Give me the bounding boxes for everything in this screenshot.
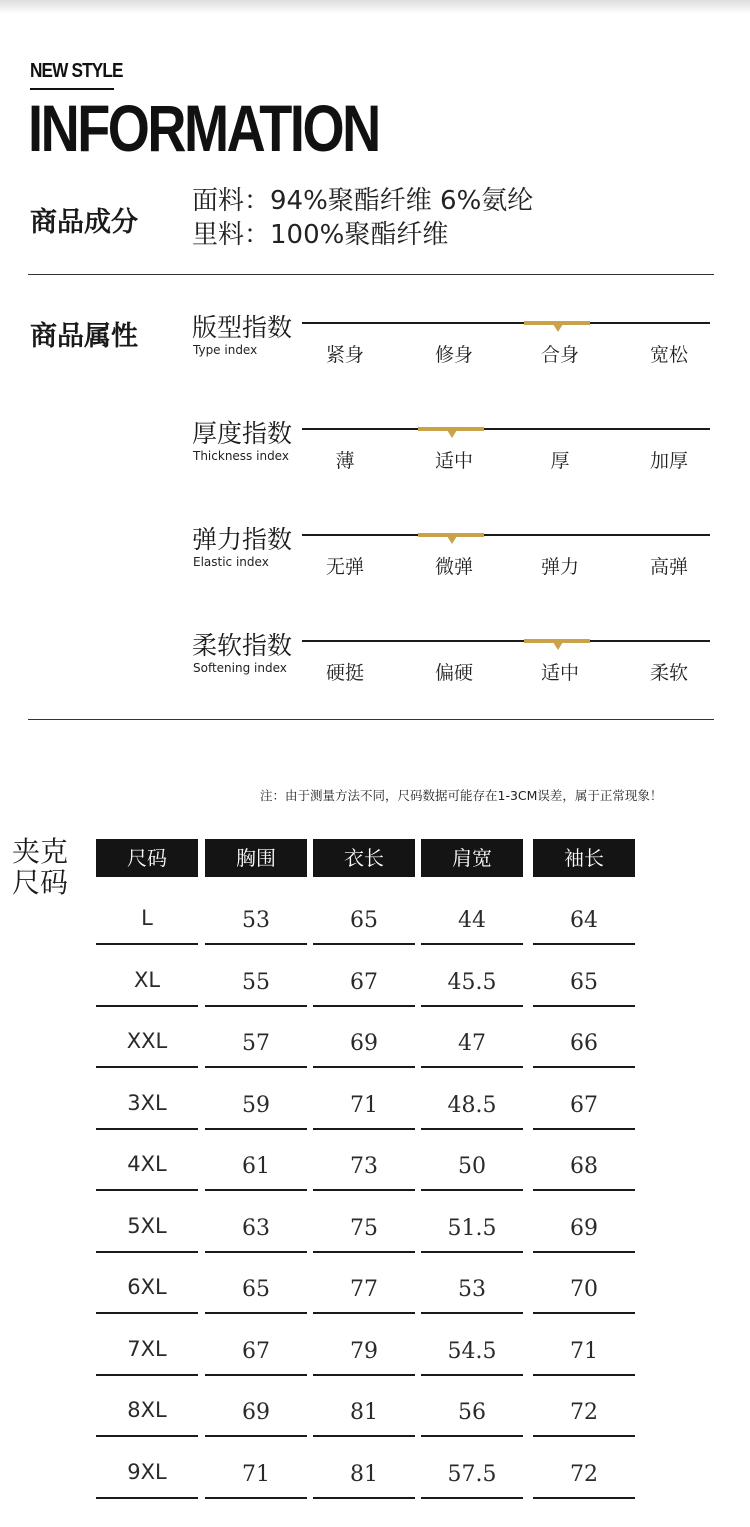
measurement-cell: 67	[242, 1338, 270, 1364]
row-rule	[533, 1374, 635, 1376]
measurement-cell: 56	[458, 1400, 486, 1425]
size-chart-side-title	[12, 836, 68, 898]
row-rule	[205, 1066, 307, 1068]
index-selected-marker	[524, 321, 590, 325]
side-title-line-2: 尺码	[12, 866, 69, 899]
measurement-cell: 59	[242, 1092, 270, 1118]
index-scale-line	[302, 428, 710, 430]
index-option: 厚	[550, 450, 570, 472]
row-rule	[533, 1251, 635, 1253]
index-option: 柔软	[649, 662, 688, 684]
measurement-note: 注：由于测量方法不同，尺码数据可能存在1-3CM误差，属于正常现象！	[260, 788, 663, 803]
measurement-cell: 61	[242, 1154, 270, 1179]
row-rule	[421, 1066, 523, 1068]
row-rule	[205, 943, 307, 945]
row-rule	[421, 1189, 523, 1191]
measurement-cell: 72	[570, 1461, 598, 1487]
size-label-cell: 7XL	[127, 1336, 167, 1361]
measurement-cell: 54.5	[447, 1338, 497, 1364]
row-rule	[96, 1005, 198, 1007]
index-scale-line	[302, 322, 710, 324]
index-selected-marker	[524, 639, 590, 643]
measurement-cell: 67	[350, 969, 378, 995]
row-rule	[313, 1435, 415, 1437]
measurement-cell: 73	[350, 1154, 378, 1179]
row-rule	[533, 1066, 635, 1068]
index-option: 高弹	[649, 556, 688, 578]
row-rule	[313, 1128, 415, 1130]
size-label-cell: 4XL	[127, 1152, 167, 1176]
row-rule	[205, 1312, 307, 1314]
measurement-cell: 51.5	[447, 1215, 497, 1241]
index-option: 无弹	[325, 556, 364, 578]
size-label-cell: XL	[133, 967, 161, 992]
index-option: 修身	[434, 344, 473, 366]
index-title: 厚度指数	[192, 419, 293, 448]
size-label-cell: 5XL	[127, 1213, 167, 1238]
row-rule	[313, 1374, 415, 1376]
measurement-cell: 45.5	[447, 969, 497, 995]
measurement-cell: 79	[350, 1338, 378, 1364]
composition-line-outer: 面料：94%聚酯纤维 6%氨纶	[192, 186, 534, 216]
index-subtitle: Elastic index	[193, 555, 269, 569]
measurement-cell: 71	[570, 1338, 598, 1364]
measurement-cell: 48.5	[447, 1092, 497, 1118]
measurement-cell: 69	[570, 1215, 598, 1241]
row-rule	[421, 1005, 523, 1007]
row-rule	[96, 1189, 198, 1191]
row-rule	[96, 1435, 198, 1437]
top-shadow	[0, 0, 750, 14]
measurement-cell: 69	[350, 1031, 378, 1056]
measurement-cell: 44	[458, 908, 486, 933]
index-option: 硬挺	[325, 662, 364, 684]
size-label-cell: XXL	[126, 1029, 168, 1053]
row-rule	[313, 1251, 415, 1253]
index-option: 适中	[540, 662, 579, 684]
row-rule	[205, 1005, 307, 1007]
row-rule	[96, 1251, 198, 1253]
row-rule	[533, 1497, 635, 1499]
size-label-cell: L	[141, 906, 153, 930]
index-option: 宽松	[649, 344, 688, 366]
row-rule	[96, 943, 198, 945]
measurement-cell: 72	[570, 1400, 598, 1425]
table-header-cell: 尺码	[96, 839, 198, 877]
row-rule	[313, 1497, 415, 1499]
measurement-cell: 64	[570, 908, 598, 933]
measurement-cell: 50	[458, 1154, 486, 1179]
row-rule	[205, 1189, 307, 1191]
row-rule	[313, 1005, 415, 1007]
row-rule	[533, 1435, 635, 1437]
measurement-cell: 71	[350, 1092, 378, 1118]
index-option: 弹力	[540, 556, 579, 578]
size-label-cell: 3XL	[127, 1090, 167, 1115]
measurement-cell: 57.5	[447, 1461, 497, 1487]
index-title: 弹力指数	[192, 525, 293, 554]
row-rule	[533, 1005, 635, 1007]
measurement-cell: 71	[242, 1461, 270, 1487]
index-scale-line	[302, 640, 710, 642]
side-title-line-1: 夹克	[12, 835, 69, 868]
measurement-cell: 55	[242, 969, 270, 995]
measurement-cell: 63	[242, 1215, 270, 1241]
table-header-cell: 胸围	[205, 839, 307, 877]
table-header-cell: 肩宽	[421, 839, 523, 877]
measurement-cell: 57	[242, 1031, 270, 1056]
index-subtitle: Thickness index	[193, 449, 289, 463]
row-rule	[205, 1128, 307, 1130]
measurement-cell: 77	[350, 1277, 378, 1302]
row-rule	[96, 1374, 198, 1376]
size-label-cell: 6XL	[127, 1275, 167, 1299]
index-option: 微弹	[434, 556, 473, 578]
size-label-cell: 9XL	[127, 1459, 167, 1484]
measurement-cell: 65	[570, 969, 598, 995]
row-rule	[205, 1251, 307, 1253]
measurement-cell: 53	[458, 1277, 486, 1302]
row-rule	[421, 1435, 523, 1437]
index-option: 紧身	[325, 344, 364, 366]
size-label-cell: 8XL	[127, 1398, 167, 1422]
table-header-cell: 袖长	[533, 839, 635, 877]
page-title: INFORMATION	[28, 91, 379, 165]
row-rule	[313, 943, 415, 945]
composition-line-lining: 里料：100%聚酯纤维	[192, 220, 449, 250]
measurement-cell: 65	[242, 1277, 270, 1302]
row-rule	[313, 1312, 415, 1314]
row-rule	[313, 1189, 415, 1191]
index-subtitle: Type index	[193, 343, 258, 357]
divider-bottom	[28, 719, 714, 720]
measurement-cell: 81	[350, 1400, 378, 1425]
index-option: 加厚	[649, 450, 688, 472]
index-scale-line	[302, 534, 710, 536]
index-subtitle: Softening index	[193, 661, 287, 675]
row-rule	[421, 1312, 523, 1314]
index-option: 合身	[540, 344, 579, 366]
measurement-cell: 67	[570, 1092, 598, 1118]
row-rule	[421, 943, 523, 945]
row-rule	[205, 1374, 307, 1376]
kicker-underline	[30, 88, 114, 90]
row-rule	[421, 1374, 523, 1376]
index-option: 偏硬	[434, 662, 473, 684]
index-title: 柔软指数	[192, 631, 293, 660]
row-rule	[421, 1128, 523, 1130]
row-rule	[533, 943, 635, 945]
row-rule	[533, 1189, 635, 1191]
kicker-text: NEW STYLE	[30, 60, 123, 82]
row-rule	[96, 1497, 198, 1499]
measurement-cell: 66	[570, 1031, 598, 1056]
row-rule	[96, 1312, 198, 1314]
measurement-cell: 65	[350, 908, 378, 933]
table-header-cell: 衣长	[313, 839, 415, 877]
row-rule	[313, 1066, 415, 1068]
measurement-cell: 69	[242, 1400, 270, 1425]
row-rule	[96, 1128, 198, 1130]
measurement-cell: 68	[570, 1154, 598, 1179]
composition-label: 商品成分	[30, 207, 138, 238]
row-rule	[533, 1128, 635, 1130]
row-rule	[205, 1497, 307, 1499]
measurement-cell: 81	[350, 1461, 378, 1487]
measurement-cell: 75	[350, 1215, 378, 1241]
measurement-cell: 53	[242, 908, 270, 933]
row-rule	[421, 1497, 523, 1499]
attributes-label: 商品属性	[30, 321, 138, 352]
index-selected-marker	[418, 533, 484, 537]
index-option: 适中	[434, 450, 473, 472]
index-title: 版型指数	[192, 313, 293, 342]
index-option: 薄	[335, 450, 355, 472]
measurement-cell: 70	[570, 1277, 598, 1302]
row-rule	[205, 1435, 307, 1437]
divider-top	[28, 274, 714, 275]
index-selected-marker	[418, 427, 484, 431]
row-rule	[421, 1251, 523, 1253]
row-rule	[96, 1066, 198, 1068]
measurement-cell: 47	[458, 1031, 486, 1056]
row-rule	[533, 1312, 635, 1314]
